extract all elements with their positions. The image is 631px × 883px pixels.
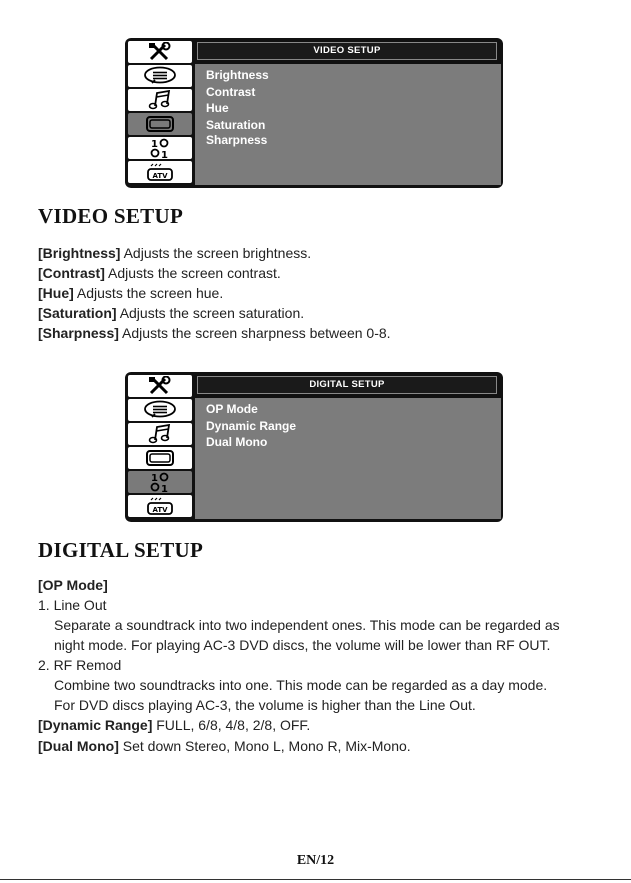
screen-icon — [145, 449, 175, 467]
brightness-text: Adjusts the screen brightness. — [123, 245, 312, 261]
sidebar-item-digital[interactable] — [128, 471, 192, 493]
atv-icon — [145, 496, 175, 516]
sidebar-item-audio[interactable] — [128, 89, 192, 111]
osd-option-dual-mono[interactable]: Dual Mono — [206, 435, 268, 449]
osd-option-dynamic-range[interactable]: Dynamic Range — [206, 419, 297, 433]
line-out-title: 1. Line Out — [38, 597, 107, 613]
page-number: EN/12 — [296, 853, 335, 868]
dual-mono-key: [Dual Mono] — [38, 738, 119, 754]
osd-option-contrast[interactable]: Contrast — [206, 85, 256, 99]
sharpness-text: Adjusts the screen sharpness between 0-8. — [122, 325, 391, 341]
dual-mono-description — [38, 738, 411, 754]
rf-remod-title: 2. RF Remod — [38, 657, 122, 673]
sidebar-item-general[interactable] — [128, 375, 192, 397]
line-out-desc-1: Separate a soundtrack into two independent ones. This mode can be regarded as — [54, 617, 560, 633]
sidebar-item-atv[interactable] — [128, 495, 192, 517]
line-out-desc-2: night mode. For playing AC-3 DVD discs, the volume will be lower than RF OUT. — [54, 637, 551, 653]
sidebar-item-video[interactable] — [128, 113, 192, 135]
sidebar-item-language[interactable] — [128, 65, 192, 87]
osd-title: DIGITAL SETUP — [197, 376, 497, 394]
osd-video-setup-screen — [125, 38, 503, 188]
dynamic-range-description — [38, 717, 310, 733]
contrast-key: [Contrast] — [38, 265, 105, 281]
svg-text:1: 1 — [151, 139, 158, 150]
osd-options-panel — [195, 398, 501, 519]
osd-digital-setup-screen — [125, 372, 503, 522]
osd-options-panel — [195, 64, 501, 185]
atv-label: ATV — [152, 172, 168, 180]
music-note-icon — [147, 424, 173, 444]
video-setup-heading: VIDEO SETUP — [38, 204, 184, 228]
subtitle-icon — [143, 400, 177, 420]
saturation-text: Adjusts the screen saturation. — [119, 305, 305, 321]
hue-text: Adjusts the screen hue. — [76, 285, 224, 301]
contrast-text: Adjusts the screen contrast. — [108, 265, 281, 281]
tools-icon — [145, 42, 175, 62]
svg-text:1: 1 — [161, 150, 168, 159]
digital-icon — [147, 137, 173, 159]
sharpness-key: [Sharpness] — [38, 325, 119, 341]
brightness-key: [Brightness] — [38, 245, 121, 261]
sidebar-item-general[interactable] — [128, 41, 192, 63]
sidebar-item-language[interactable] — [128, 399, 192, 421]
dynamic-range-text: FULL, 6/8, 4/8, 2/8, OFF. — [156, 717, 311, 733]
brightness-description — [38, 245, 311, 261]
screen-icon — [145, 115, 175, 133]
music-note-icon — [147, 90, 173, 110]
osd-option-saturation[interactable]: Saturation — [206, 118, 266, 132]
op-mode-heading — [38, 577, 108, 593]
sidebar-item-atv[interactable] — [128, 161, 192, 183]
rf-remod-desc-2: For DVD discs playing AC-3, the volume is higher than the Line Out. — [54, 697, 476, 713]
saturation-description — [38, 305, 304, 321]
subtitle-icon — [143, 66, 177, 86]
osd-option-sharpness[interactable]: Sharpness — [206, 133, 268, 147]
contrast-description — [38, 265, 281, 281]
op-mode-key: [OP Mode] — [38, 577, 108, 593]
osd-sidebar — [128, 41, 192, 185]
dual-mono-text: Set down Stereo, Mono L, Mono R, Mix-Mono. — [122, 738, 411, 754]
hue-description — [38, 285, 223, 301]
osd-option-hue[interactable]: Hue — [206, 101, 229, 115]
svg-text:1: 1 — [151, 473, 158, 484]
digital-setup-heading: DIGITAL SETUP — [38, 538, 204, 562]
hue-key: [Hue] — [38, 285, 74, 301]
rf-remod-desc-1: Combine two soundtracks into one. This mode can be regarded as a day mode. — [54, 677, 548, 693]
digital-icon — [147, 471, 173, 493]
atv-icon — [145, 162, 175, 182]
osd-option-brightness[interactable]: Brightness — [206, 68, 269, 82]
tools-icon — [145, 376, 175, 396]
atv-label: ATV — [152, 506, 168, 514]
bottom-rule — [0, 879, 631, 880]
osd-option-op-mode[interactable]: OP Mode — [206, 402, 258, 416]
osd-sidebar — [128, 375, 192, 519]
osd-title: VIDEO SETUP — [197, 42, 497, 60]
sidebar-item-audio[interactable] — [128, 423, 192, 445]
dynamic-range-key: [Dynamic Range] — [38, 717, 153, 733]
sidebar-item-digital[interactable] — [128, 137, 192, 159]
svg-text:1: 1 — [161, 484, 168, 493]
sidebar-item-video[interactable] — [128, 447, 192, 469]
sharpness-description — [38, 325, 391, 341]
saturation-key: [Saturation] — [38, 305, 117, 321]
